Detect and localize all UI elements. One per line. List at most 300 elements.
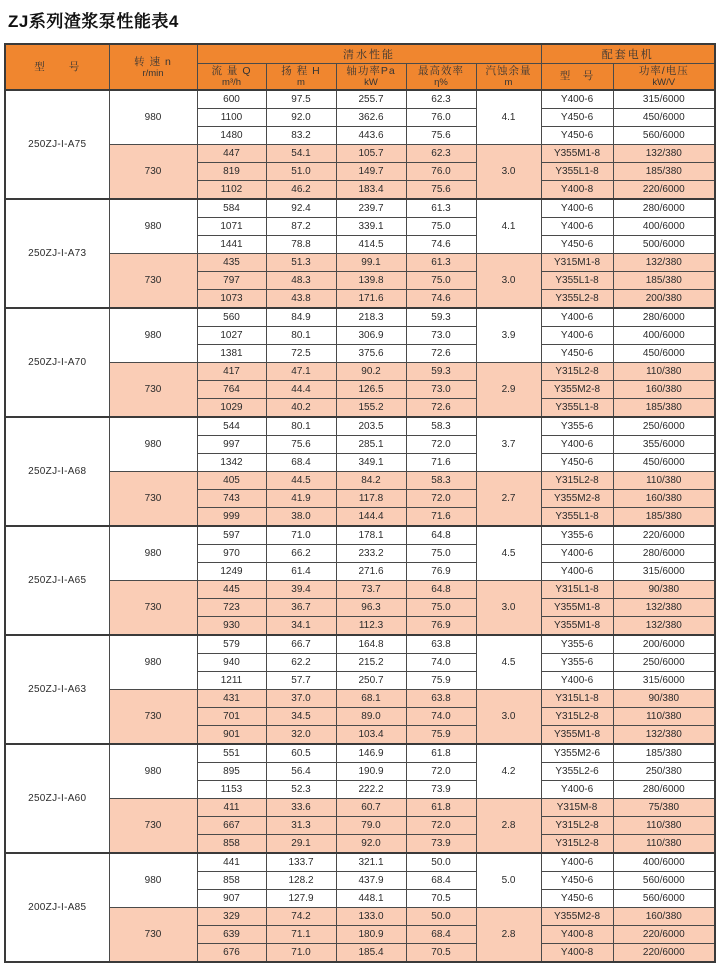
flow-cell: 447 (197, 145, 266, 163)
motor-model-cell: Y355M2-8 (541, 908, 613, 926)
table-row (5, 90, 715, 109)
motor-model-cell: Y315L1-8 (541, 581, 613, 599)
efficiency-cell: 74.0 (406, 654, 476, 672)
efficiency-cell: 61.8 (406, 744, 476, 763)
speed-cell: 980 (109, 308, 197, 363)
motor-model-cell: Y450-6 (541, 109, 613, 127)
efficiency-cell: 61.8 (406, 799, 476, 817)
shaft-power-cell: 68.1 (336, 690, 406, 708)
flow-cell: 560 (197, 308, 266, 327)
table-row (5, 363, 715, 381)
pump-model-cell: 250ZJ-I-A60 (5, 744, 109, 853)
motor-model-cell: Y400-8 (541, 944, 613, 963)
efficiency-cell: 63.8 (406, 635, 476, 654)
flow-cell: 676 (197, 944, 266, 963)
head-cell: 44.4 (266, 381, 336, 399)
flow-cell: 1480 (197, 127, 266, 145)
motor-model-cell: Y355L1-8 (541, 163, 613, 181)
shaft-power-cell: 92.0 (336, 835, 406, 854)
motor-model-cell: Y315M-8 (541, 799, 613, 817)
efficiency-cell: 50.0 (406, 853, 476, 872)
speed-cell: 980 (109, 635, 197, 690)
head-cell: 61.4 (266, 563, 336, 581)
efficiency-cell: 59.3 (406, 308, 476, 327)
motor-power-cell: 185/380 (613, 744, 715, 763)
efficiency-cell: 68.4 (406, 926, 476, 944)
col-header-motor-model: 型 号 (541, 63, 613, 90)
head-cell: 40.2 (266, 399, 336, 418)
efficiency-cell: 72.0 (406, 817, 476, 835)
head-cell: 57.7 (266, 672, 336, 690)
head-cell: 34.1 (266, 617, 336, 636)
speed-cell: 980 (109, 199, 197, 254)
motor-power-cell: 110/380 (613, 835, 715, 854)
shaft-power-cell: 215.2 (336, 654, 406, 672)
flow-cell: 1100 (197, 109, 266, 127)
head-cell: 29.1 (266, 835, 336, 854)
motor-power-cell: 220/6000 (613, 926, 715, 944)
motor-model-cell: Y355M2-8 (541, 490, 613, 508)
pump-model-cell: 250ZJ-I-A65 (5, 526, 109, 635)
flow-cell: 441 (197, 853, 266, 872)
efficiency-cell: 70.5 (406, 890, 476, 908)
table-row (5, 635, 715, 654)
npsh-cell: 3.7 (476, 417, 541, 472)
motor-model-cell: Y400-6 (541, 199, 613, 218)
motor-power-cell: 450/6000 (613, 345, 715, 363)
shaft-power-cell: 285.1 (336, 436, 406, 454)
npsh-cell: 3.0 (476, 581, 541, 636)
shaft-power-cell: 271.6 (336, 563, 406, 581)
shaft-power-cell: 146.9 (336, 744, 406, 763)
npsh-cell: 4.1 (476, 199, 541, 254)
motor-power-cell: 315/6000 (613, 563, 715, 581)
flow-cell: 445 (197, 581, 266, 599)
shaft-power-cell: 103.4 (336, 726, 406, 745)
head-cell: 46.2 (266, 181, 336, 200)
motor-power-cell: 185/380 (613, 163, 715, 181)
motor-power-cell: 250/6000 (613, 417, 715, 436)
motor-model-cell: Y355-6 (541, 417, 613, 436)
efficiency-cell: 72.0 (406, 763, 476, 781)
efficiency-cell: 58.3 (406, 417, 476, 436)
head-cell: 71.1 (266, 926, 336, 944)
shaft-power-cell: 233.2 (336, 545, 406, 563)
shaft-power-cell: 84.2 (336, 472, 406, 490)
shaft-power-cell: 180.9 (336, 926, 406, 944)
head-cell: 37.0 (266, 690, 336, 708)
flow-cell: 329 (197, 908, 266, 926)
col-header-speed: 转 速 n r/min (109, 44, 197, 90)
head-cell: 39.4 (266, 581, 336, 599)
flow-cell: 431 (197, 690, 266, 708)
page-title: ZJ系列渣浆泵性能表4 (8, 12, 179, 31)
npsh-cell: 2.7 (476, 472, 541, 527)
npsh-cell: 4.5 (476, 635, 541, 690)
motor-model-cell: Y355M1-8 (541, 145, 613, 163)
motor-model-cell: Y400-6 (541, 436, 613, 454)
flow-cell: 1102 (197, 181, 266, 200)
motor-power-cell: 75/380 (613, 799, 715, 817)
shaft-power-cell: 339.1 (336, 218, 406, 236)
motor-model-cell: Y355M1-8 (541, 726, 613, 745)
head-cell: 74.2 (266, 908, 336, 926)
motor-power-cell: 132/380 (613, 145, 715, 163)
motor-power-cell: 500/6000 (613, 236, 715, 254)
shaft-power-cell: 90.2 (336, 363, 406, 381)
motor-model-cell: Y355L1-8 (541, 399, 613, 418)
head-cell: 48.3 (266, 272, 336, 290)
head-cell: 60.5 (266, 744, 336, 763)
motor-power-cell: 280/6000 (613, 545, 715, 563)
shaft-power-cell: 349.1 (336, 454, 406, 472)
head-cell: 87.2 (266, 218, 336, 236)
motor-power-cell: 185/380 (613, 399, 715, 418)
shaft-power-cell: 375.6 (336, 345, 406, 363)
shaft-power-cell: 79.0 (336, 817, 406, 835)
table-row (5, 417, 715, 436)
head-cell: 84.9 (266, 308, 336, 327)
table-header (5, 44, 715, 90)
efficiency-cell: 64.8 (406, 526, 476, 545)
motor-model-cell: Y355M2-6 (541, 744, 613, 763)
flow-cell: 901 (197, 726, 266, 745)
flow-cell: 1073 (197, 290, 266, 309)
motor-power-cell: 450/6000 (613, 109, 715, 127)
flow-cell: 667 (197, 817, 266, 835)
flow-cell: 1342 (197, 454, 266, 472)
table-row (5, 526, 715, 545)
motor-model-cell: Y315L2-8 (541, 835, 613, 854)
motor-power-cell: 315/6000 (613, 672, 715, 690)
efficiency-cell: 59.3 (406, 363, 476, 381)
head-cell: 133.7 (266, 853, 336, 872)
efficiency-cell: 74.6 (406, 290, 476, 309)
efficiency-cell: 76.0 (406, 109, 476, 127)
flow-cell: 797 (197, 272, 266, 290)
npsh-cell: 5.0 (476, 853, 541, 908)
head-cell: 127.9 (266, 890, 336, 908)
motor-model-cell: Y400-6 (541, 218, 613, 236)
head-cell: 62.2 (266, 654, 336, 672)
head-cell: 68.4 (266, 454, 336, 472)
head-cell: 41.9 (266, 490, 336, 508)
shaft-power-cell: 155.2 (336, 399, 406, 418)
efficiency-cell: 72.6 (406, 399, 476, 418)
motor-power-cell: 560/6000 (613, 890, 715, 908)
motor-model-cell: Y355M2-8 (541, 381, 613, 399)
efficiency-cell: 73.9 (406, 781, 476, 799)
flow-cell: 584 (197, 199, 266, 218)
motor-power-cell: 132/380 (613, 254, 715, 272)
npsh-cell: 4.1 (476, 90, 541, 145)
motor-power-cell: 110/380 (613, 817, 715, 835)
shaft-power-cell: 164.8 (336, 635, 406, 654)
efficiency-cell: 63.8 (406, 690, 476, 708)
motor-model-cell: Y315L2-8 (541, 708, 613, 726)
shaft-power-cell: 99.1 (336, 254, 406, 272)
flow-cell: 405 (197, 472, 266, 490)
col-header-pump-model: 型 号 (5, 44, 109, 90)
speed-cell: 980 (109, 526, 197, 581)
efficiency-cell: 71.6 (406, 508, 476, 527)
shaft-power-cell: 96.3 (336, 599, 406, 617)
head-cell: 83.2 (266, 127, 336, 145)
efficiency-cell: 76.9 (406, 563, 476, 581)
motor-power-cell: 280/6000 (613, 781, 715, 799)
efficiency-cell: 61.3 (406, 199, 476, 218)
shaft-power-cell: 117.8 (336, 490, 406, 508)
table-row (5, 472, 715, 490)
npsh-cell: 2.8 (476, 799, 541, 854)
motor-power-cell: 220/6000 (613, 526, 715, 545)
shaft-power-cell: 105.7 (336, 145, 406, 163)
motor-power-cell: 160/380 (613, 908, 715, 926)
efficiency-cell: 62.3 (406, 90, 476, 109)
efficiency-cell: 72.0 (406, 436, 476, 454)
speed-cell: 730 (109, 254, 197, 309)
head-cell: 92.0 (266, 109, 336, 127)
npsh-cell: 2.9 (476, 363, 541, 418)
flow-cell: 1071 (197, 218, 266, 236)
motor-power-cell: 315/6000 (613, 90, 715, 109)
efficiency-cell: 75.9 (406, 726, 476, 745)
motor-power-cell: 560/6000 (613, 127, 715, 145)
npsh-cell: 3.0 (476, 145, 541, 200)
head-cell: 36.7 (266, 599, 336, 617)
motor-model-cell: Y315M1-8 (541, 254, 613, 272)
motor-model-cell: Y400-6 (541, 545, 613, 563)
npsh-cell: 2.8 (476, 908, 541, 963)
motor-power-cell: 160/380 (613, 381, 715, 399)
efficiency-cell: 61.3 (406, 254, 476, 272)
shaft-power-cell: 239.7 (336, 199, 406, 218)
motor-power-cell: 250/380 (613, 763, 715, 781)
flow-cell: 417 (197, 363, 266, 381)
flow-cell: 1381 (197, 345, 266, 363)
motor-power-cell: 185/380 (613, 272, 715, 290)
shaft-power-cell: 222.2 (336, 781, 406, 799)
npsh-cell: 3.9 (476, 308, 541, 363)
npsh-cell: 4.2 (476, 744, 541, 799)
head-cell: 33.6 (266, 799, 336, 817)
head-cell: 128.2 (266, 872, 336, 890)
motor-power-cell: 132/380 (613, 617, 715, 636)
table-row (5, 853, 715, 872)
motor-power-cell: 200/380 (613, 290, 715, 309)
head-cell: 66.7 (266, 635, 336, 654)
motor-model-cell: Y315L2-8 (541, 363, 613, 381)
col-header-efficiency: 最高效率 η% (406, 63, 476, 90)
efficiency-cell: 75.0 (406, 545, 476, 563)
motor-model-cell: Y400-6 (541, 308, 613, 327)
efficiency-cell: 73.0 (406, 381, 476, 399)
motor-model-cell: Y355L2-8 (541, 290, 613, 309)
pump-model-cell: 250ZJ-I-A70 (5, 308, 109, 417)
shaft-power-cell: 203.5 (336, 417, 406, 436)
head-cell: 43.8 (266, 290, 336, 309)
flow-cell: 764 (197, 381, 266, 399)
head-cell: 47.1 (266, 363, 336, 381)
col-header-shaft-power: 轴功率Pa kW (336, 63, 406, 90)
table-row (5, 199, 715, 218)
shaft-power-cell: 321.1 (336, 853, 406, 872)
motor-power-cell: 90/380 (613, 690, 715, 708)
efficiency-cell: 76.9 (406, 617, 476, 636)
motor-model-cell: Y355-6 (541, 526, 613, 545)
flow-cell: 1249 (197, 563, 266, 581)
motor-model-cell: Y315L2-8 (541, 817, 613, 835)
head-cell: 71.0 (266, 944, 336, 963)
shaft-power-cell: 185.4 (336, 944, 406, 963)
flow-cell: 907 (197, 890, 266, 908)
motor-model-cell: Y400-6 (541, 781, 613, 799)
motor-power-cell: 355/6000 (613, 436, 715, 454)
shaft-power-cell: 73.7 (336, 581, 406, 599)
document-page (0, 7, 717, 958)
table-row (5, 145, 715, 163)
shaft-power-cell: 306.9 (336, 327, 406, 345)
efficiency-cell: 74.6 (406, 236, 476, 254)
flow-cell: 1441 (197, 236, 266, 254)
npsh-cell: 3.0 (476, 254, 541, 309)
flow-cell: 940 (197, 654, 266, 672)
flow-cell: 895 (197, 763, 266, 781)
flow-cell: 1027 (197, 327, 266, 345)
motor-model-cell: Y400-6 (541, 90, 613, 109)
motor-model-cell: Y450-6 (541, 454, 613, 472)
flow-cell: 1029 (197, 399, 266, 418)
head-cell: 54.1 (266, 145, 336, 163)
motor-model-cell: Y355-6 (541, 635, 613, 654)
head-cell: 75.6 (266, 436, 336, 454)
flow-cell: 858 (197, 835, 266, 854)
motor-model-cell: Y400-6 (541, 327, 613, 345)
shaft-power-cell: 250.7 (336, 672, 406, 690)
shaft-power-cell: 178.1 (336, 526, 406, 545)
head-cell: 51.0 (266, 163, 336, 181)
efficiency-cell: 72.6 (406, 345, 476, 363)
shaft-power-cell: 448.1 (336, 890, 406, 908)
shaft-power-cell: 443.6 (336, 127, 406, 145)
motor-model-cell: Y400-8 (541, 181, 613, 200)
motor-power-cell: 132/380 (613, 726, 715, 745)
table-row (5, 908, 715, 926)
motor-model-cell: Y400-6 (541, 853, 613, 872)
motor-power-cell: 280/6000 (613, 308, 715, 327)
motor-model-cell: Y315L2-8 (541, 472, 613, 490)
pump-model-cell: 250ZJ-I-A63 (5, 635, 109, 744)
npsh-cell: 3.0 (476, 690, 541, 745)
shaft-power-cell: 133.0 (336, 908, 406, 926)
pump-model-cell: 250ZJ-I-A75 (5, 90, 109, 199)
table-body (5, 90, 715, 962)
motor-model-cell: Y400-8 (541, 926, 613, 944)
efficiency-cell: 75.6 (406, 181, 476, 200)
motor-model-cell: Y315L1-8 (541, 690, 613, 708)
efficiency-cell: 75.0 (406, 272, 476, 290)
col-header-npsh: 汽蚀余量 m (476, 63, 541, 90)
head-cell: 78.8 (266, 236, 336, 254)
efficiency-cell: 74.0 (406, 708, 476, 726)
flow-cell: 1153 (197, 781, 266, 799)
motor-power-cell: 400/6000 (613, 853, 715, 872)
speed-cell: 730 (109, 581, 197, 636)
efficiency-cell: 73.9 (406, 835, 476, 854)
motor-model-cell: Y450-6 (541, 236, 613, 254)
motor-power-cell: 110/380 (613, 472, 715, 490)
col-header-head: 扬 程 H m (266, 63, 336, 90)
motor-power-cell: 220/6000 (613, 181, 715, 200)
head-cell: 38.0 (266, 508, 336, 527)
motor-model-cell: Y355-6 (541, 654, 613, 672)
efficiency-cell: 73.0 (406, 327, 476, 345)
pump-model-cell: 250ZJ-I-A73 (5, 199, 109, 308)
efficiency-cell: 68.4 (406, 872, 476, 890)
motor-power-cell: 90/380 (613, 581, 715, 599)
speed-cell: 980 (109, 90, 197, 145)
efficiency-cell: 75.6 (406, 127, 476, 145)
head-cell: 51.3 (266, 254, 336, 272)
shaft-power-cell: 218.3 (336, 308, 406, 327)
speed-cell: 730 (109, 363, 197, 418)
motor-power-cell: 400/6000 (613, 327, 715, 345)
motor-model-cell: Y450-6 (541, 127, 613, 145)
head-cell: 66.2 (266, 545, 336, 563)
efficiency-cell: 58.3 (406, 472, 476, 490)
motor-model-cell: Y355M1-8 (541, 617, 613, 636)
flow-cell: 551 (197, 744, 266, 763)
motor-model-cell: Y355L1-8 (541, 272, 613, 290)
flow-cell: 435 (197, 254, 266, 272)
flow-cell: 1211 (197, 672, 266, 690)
flow-cell: 411 (197, 799, 266, 817)
band-header-water-performance: 清水性能 (197, 44, 541, 63)
flow-cell: 723 (197, 599, 266, 617)
shaft-power-cell: 190.9 (336, 763, 406, 781)
pump-performance-table (4, 43, 716, 963)
efficiency-cell: 50.0 (406, 908, 476, 926)
head-cell: 31.3 (266, 817, 336, 835)
motor-model-cell: Y450-6 (541, 890, 613, 908)
motor-power-cell: 400/6000 (613, 218, 715, 236)
flow-cell: 858 (197, 872, 266, 890)
motor-power-cell: 200/6000 (613, 635, 715, 654)
speed-cell: 980 (109, 853, 197, 908)
flow-cell: 970 (197, 545, 266, 563)
speed-cell: 730 (109, 690, 197, 745)
shaft-power-cell: 144.4 (336, 508, 406, 527)
motor-power-cell: 110/380 (613, 363, 715, 381)
shaft-power-cell: 112.3 (336, 617, 406, 636)
speed-cell: 730 (109, 799, 197, 854)
efficiency-cell: 72.0 (406, 490, 476, 508)
head-cell: 72.5 (266, 345, 336, 363)
motor-model-cell: Y355M1-8 (541, 599, 613, 617)
shaft-power-cell: 126.5 (336, 381, 406, 399)
head-cell: 97.5 (266, 90, 336, 109)
efficiency-cell: 70.5 (406, 944, 476, 963)
efficiency-cell: 64.8 (406, 581, 476, 599)
flow-cell: 600 (197, 90, 266, 109)
col-header-motor-power: 功率/电压 kW/V (613, 63, 715, 90)
table-row (5, 690, 715, 708)
speed-cell: 980 (109, 744, 197, 799)
head-cell: 80.1 (266, 417, 336, 436)
npsh-cell: 4.5 (476, 526, 541, 581)
shaft-power-cell: 362.6 (336, 109, 406, 127)
motor-power-cell: 450/6000 (613, 454, 715, 472)
